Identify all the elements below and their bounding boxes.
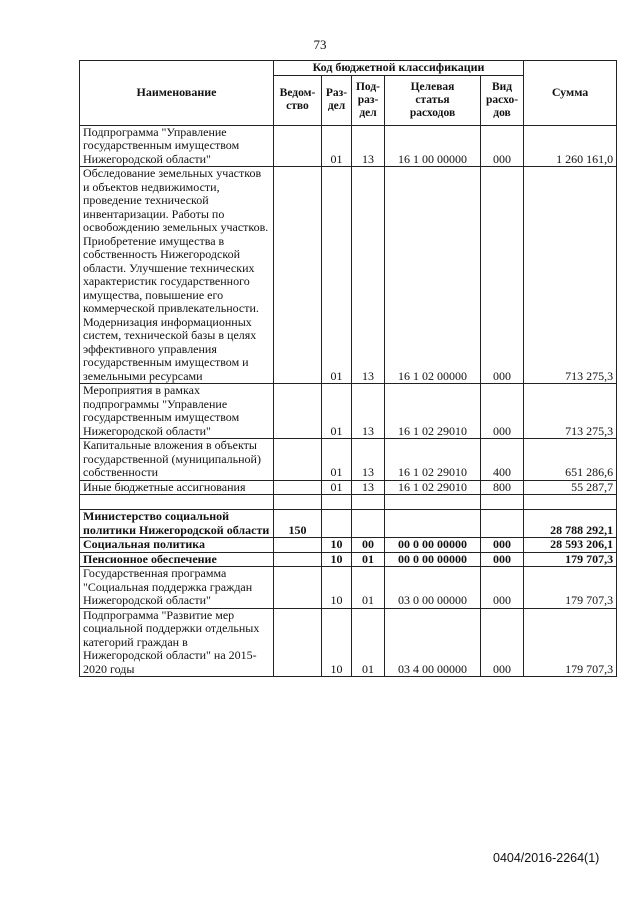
row-target-cell: 16 1 02 29010 [385, 480, 481, 495]
row-sum-cell: 55 287,7 [524, 480, 617, 495]
row-target-cell: 16 1 02 29010 [385, 439, 481, 481]
row-subsection-cell: 13 [352, 384, 385, 439]
row-section-cell: 10 [322, 552, 352, 567]
budget-table [79, 60, 617, 677]
header-target: Целевая статья расходов [385, 75, 481, 125]
table-row [80, 538, 617, 553]
spacer-cell [481, 495, 524, 510]
spacer-row [80, 495, 617, 510]
row-expense-type-cell: 000 [481, 125, 524, 167]
row-department-cell [274, 125, 322, 167]
row-expense-type-cell: 000 [481, 552, 524, 567]
row-subsection-cell: 00 [352, 538, 385, 553]
row-section-cell: 10 [322, 608, 352, 677]
row-expense-type-cell: 800 [481, 480, 524, 495]
table-row [80, 439, 617, 481]
row-department-cell [274, 480, 322, 495]
row-target-cell: 03 0 00 00000 [385, 567, 481, 609]
header-budget-classification: Код бюджетной классификации [274, 61, 524, 76]
row-sum-cell: 28 788 292,1 [524, 510, 617, 538]
row-name-cell: Мероприятия в рамках подпрограммы "Управление государственным имуществом Нижегородской области" [80, 384, 274, 439]
row-target-cell: 16 1 00 00000 [385, 125, 481, 167]
row-department-cell [274, 567, 322, 609]
header-sum: Сумма [524, 61, 617, 126]
row-expense-type-cell: 000 [481, 538, 524, 553]
row-section-cell: 10 [322, 567, 352, 609]
table-row [80, 384, 617, 439]
row-section-cell: 01 [322, 439, 352, 481]
table-body [80, 125, 617, 677]
row-department-cell [274, 538, 322, 553]
row-name-cell: Обследование земельных участков и объектов недвижимости, проведение технической инвентаризации. Работы по освобождению земельных участков. Приобретение имущества в собственность Нижегородской области. Улучшение технических характеристик государственного имущества, повышение его коммерческой привлекательности. Модернизация информационных систем, технической базы в целях эффективного управления государственным имуществом и земельными ресурсами [80, 167, 274, 384]
row-section-cell: 01 [322, 480, 352, 495]
row-subsection-cell: 13 [352, 125, 385, 167]
spacer-cell [524, 495, 617, 510]
row-department-cell [274, 167, 322, 384]
row-target-cell: 03 4 00 00000 [385, 608, 481, 677]
row-section-cell: 01 [322, 384, 352, 439]
row-target-cell [385, 510, 481, 538]
row-department-cell [274, 552, 322, 567]
header-section: Раз- дел [322, 75, 352, 125]
row-subsection-cell: 13 [352, 167, 385, 384]
row-name-cell: Государственная программа "Социальная поддержка граждан Нижегородской области" [80, 567, 274, 609]
row-department-cell [274, 608, 322, 677]
row-section-cell: 10 [322, 538, 352, 553]
row-target-cell: 00 0 00 00000 [385, 538, 481, 553]
row-department-cell [274, 439, 322, 481]
row-sum-cell: 1 260 161,0 [524, 125, 617, 167]
table-row [80, 125, 617, 167]
header-subsection: Под- раз- дел [352, 75, 385, 125]
row-sum-cell: 179 707,3 [524, 552, 617, 567]
row-name-cell: Пенсионное обеспечение [80, 552, 274, 567]
row-name-cell: Подпрограмма "Развитие мер социальной поддержки отдельных категорий граждан в Нижегородской области" на 2015-2020 годы [80, 608, 274, 677]
row-sum-cell: 713 275,3 [524, 384, 617, 439]
header-expense-type: Вид расхо- дов [481, 75, 524, 125]
row-sum-cell: 28 593 206,1 [524, 538, 617, 553]
row-target-cell: 16 1 02 29010 [385, 384, 481, 439]
row-name-cell: Капитальные вложения в объекты государственной (муниципальной) собственности [80, 439, 274, 481]
header-name: Наименование [80, 61, 274, 126]
spacer-cell [385, 495, 481, 510]
row-name-cell: Министерство социальной политики Нижегородской области [80, 510, 274, 538]
document-code: 0404/2016-2264(1) [493, 851, 600, 865]
row-subsection-cell [352, 510, 385, 538]
table-row [80, 552, 617, 567]
row-subsection-cell: 01 [352, 552, 385, 567]
row-expense-type-cell: 400 [481, 439, 524, 481]
spacer-cell [322, 495, 352, 510]
row-sum-cell: 713 275,3 [524, 167, 617, 384]
row-department-cell: 150 [274, 510, 322, 538]
row-sum-cell: 179 707,3 [524, 567, 617, 609]
row-department-cell [274, 384, 322, 439]
row-subsection-cell: 13 [352, 480, 385, 495]
row-section-cell: 01 [322, 167, 352, 384]
table-row [80, 167, 617, 384]
spacer-cell [274, 495, 322, 510]
page-number: 73 [313, 37, 327, 52]
row-section-cell [322, 510, 352, 538]
table-row [80, 608, 617, 677]
spacer-cell [80, 495, 274, 510]
row-subsection-cell: 01 [352, 608, 385, 677]
row-subsection-cell: 13 [352, 439, 385, 481]
row-name-cell: Социальная политика [80, 538, 274, 553]
table-row [80, 510, 617, 538]
row-expense-type-cell: 000 [481, 167, 524, 384]
spacer-cell [352, 495, 385, 510]
row-expense-type-cell [481, 510, 524, 538]
row-sum-cell: 651 286,6 [524, 439, 617, 481]
row-name-cell: Подпрограмма "Управление государственным имуществом Нижегородской области" [80, 125, 274, 167]
row-name-cell: Иные бюджетные ассигнования [80, 480, 274, 495]
row-target-cell: 00 0 00 00000 [385, 552, 481, 567]
row-expense-type-cell: 000 [481, 384, 524, 439]
row-sum-cell: 179 707,3 [524, 608, 617, 677]
row-target-cell: 16 1 02 00000 [385, 167, 481, 384]
row-expense-type-cell: 000 [481, 608, 524, 677]
row-section-cell: 01 [322, 125, 352, 167]
table-row [80, 567, 617, 609]
table-row [80, 480, 617, 495]
header-department: Ведом- ство [274, 75, 322, 125]
row-expense-type-cell: 000 [481, 567, 524, 609]
row-subsection-cell: 01 [352, 567, 385, 609]
